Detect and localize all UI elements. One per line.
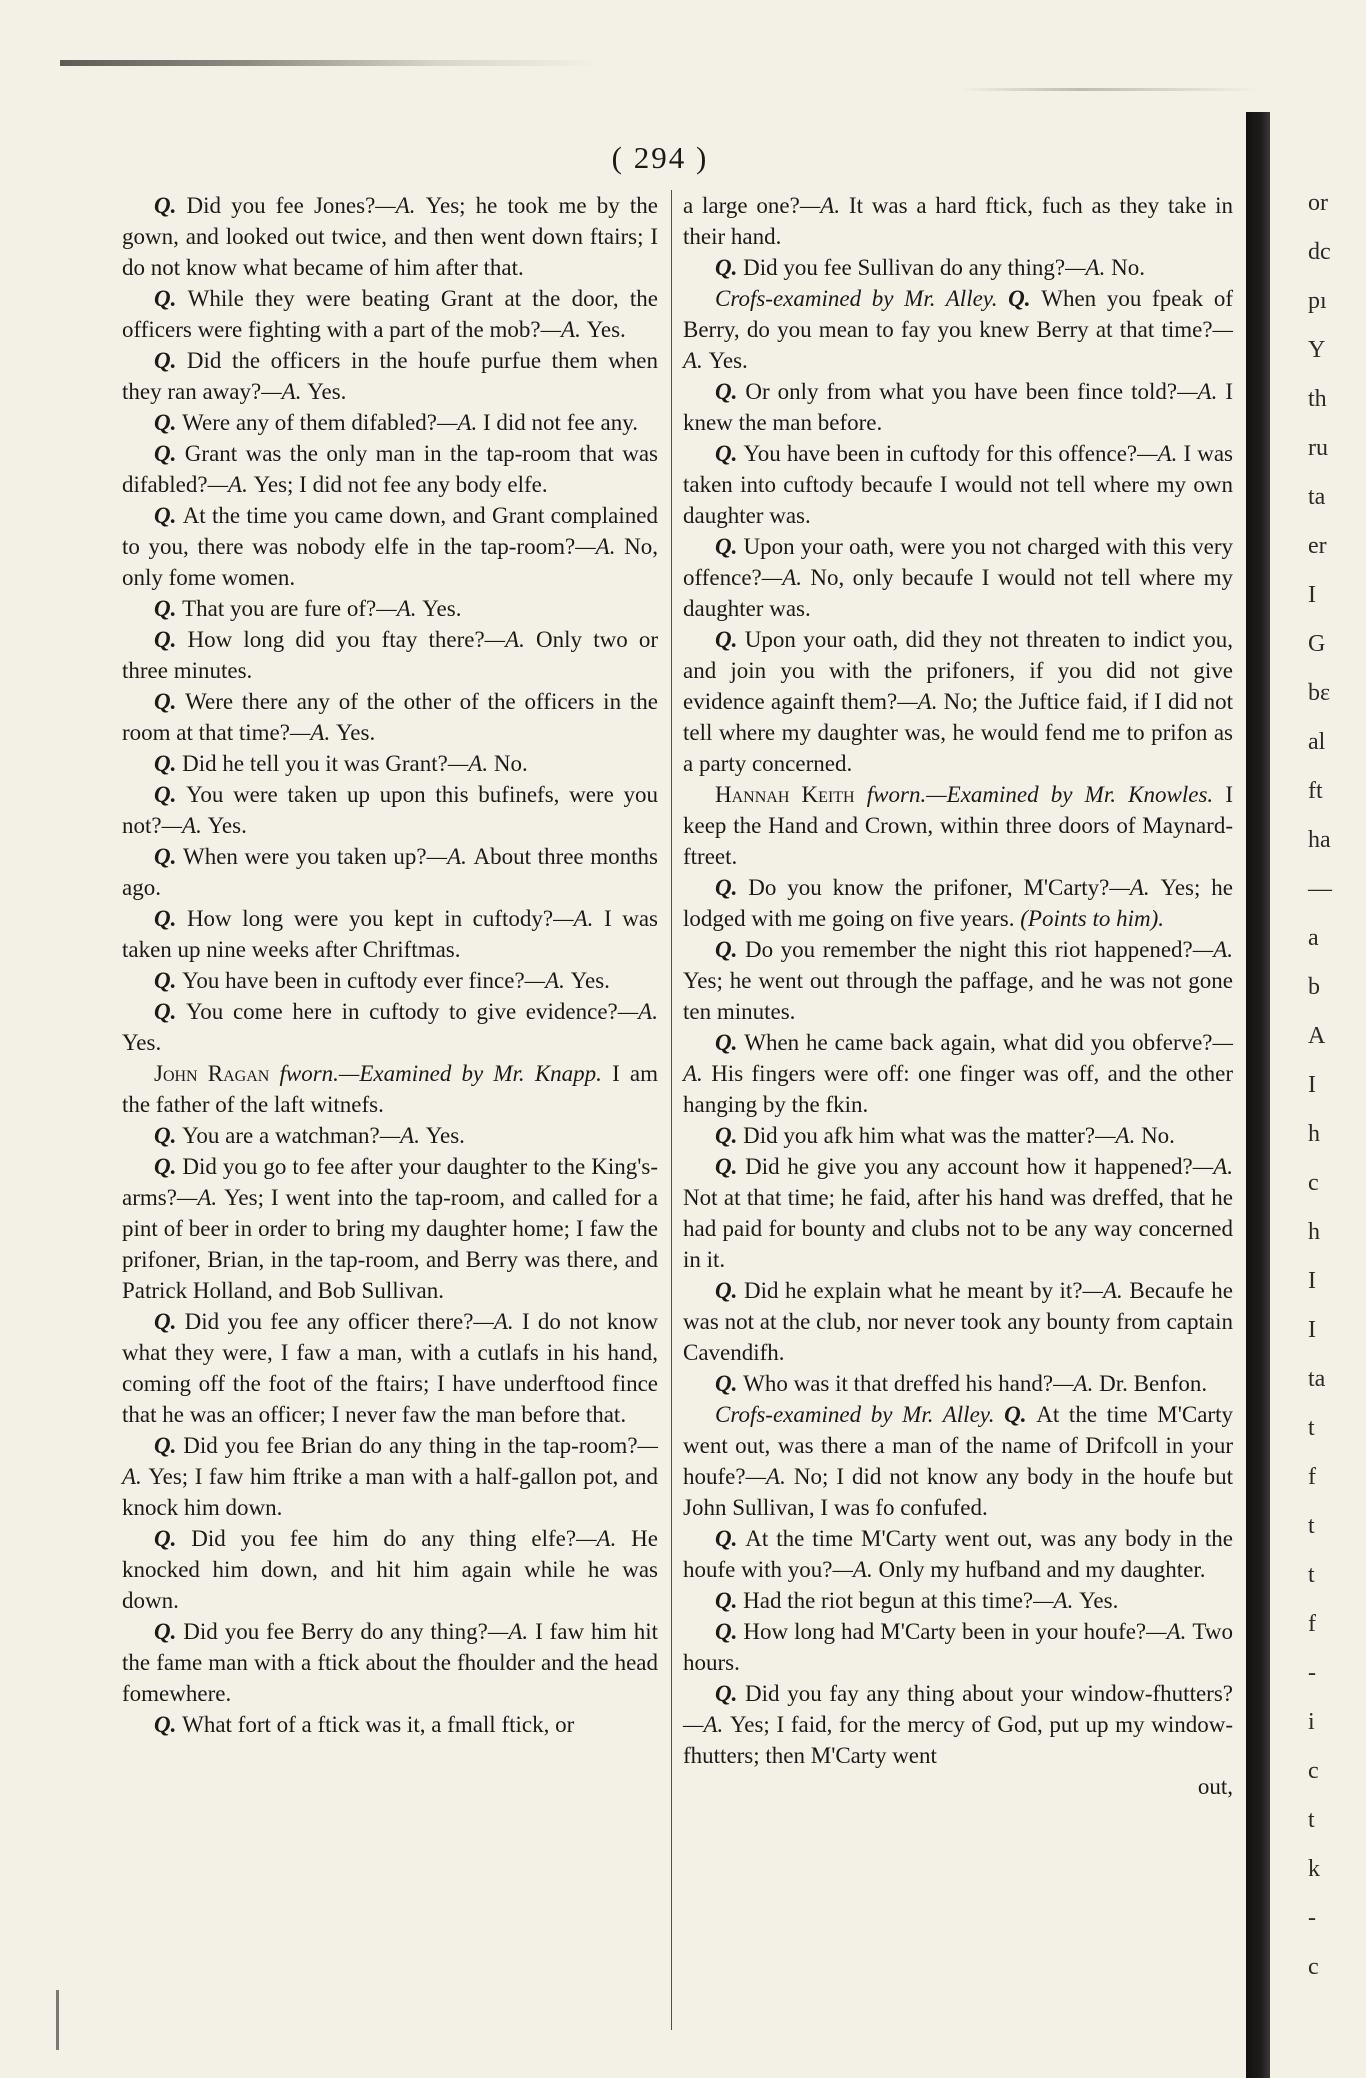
answer-text: No. <box>493 751 528 776</box>
margin-fragment: G <box>1308 631 1326 657</box>
answer-text: Yes; I faid, for the mercy of God, put up my window-fhutters; then M'Carty went <box>683 1712 1234 1768</box>
question-text: Did he tell you it was Grant? <box>182 751 448 776</box>
answer-text: No, only fome women. <box>122 534 658 590</box>
text-paragraph: Q. Did you fee Jones?—A. Yes; he took me by the gown, and looked out twice, and then went down ftairs; I do not know what became of him after that. <box>122 193 658 280</box>
answer-text: Only my hufband and my daughter. <box>878 1557 1206 1582</box>
answer-text: I was taken up nine weeks after Chriftmas. <box>122 906 658 962</box>
margin-fragment: ft <box>1308 778 1323 804</box>
question-text: While they were beating Grant at the door, the officers were fighting with a part of the mob? <box>122 286 658 342</box>
margin-fragment: - <box>1308 1905 1316 1931</box>
question-text: Grant was the only man in the tap-room that was difabled? <box>122 441 658 497</box>
facing-page-fragments <box>1308 190 1366 2030</box>
text-paragraph <box>122 1058 658 1120</box>
text-paragraph: Q. Did he give you any account how it happened?—A. Not at that time; he faid, after his hand was dreffed, that he had paid for bounty and clubs not to be any way concerned in it. <box>683 1154 1233 1272</box>
answer-text: I faw him hit the fame man with a ftick about the fhoulder and the head fomewhere. <box>122 1619 658 1706</box>
cross-examination-label: Crofs-examined by Mr. Alley. <box>715 1402 995 1427</box>
margin-fragment: Y <box>1308 337 1326 363</box>
margin-fragment: ta <box>1308 484 1326 510</box>
margin-fragment: t <box>1308 1562 1315 1588</box>
question-text: You come here in cuftody to give evidence? <box>186 999 618 1024</box>
question-text: Did you afk him what was the matter? <box>743 1123 1096 1148</box>
question-text: Did you fee any officer there? <box>184 1309 474 1334</box>
text-paragraph: Q. How long did you ftay there?—A. Only two or three minutes. <box>122 627 658 683</box>
text-paragraph: Q. Grant was the only man in the tap-room that was difabled?—A. Yes; I did not fee any body elfe. <box>122 441 658 497</box>
margin-fragment: t <box>1308 1415 1315 1441</box>
question-text: You have been in cuftody for this offence? <box>743 441 1138 466</box>
text-paragraph: Q. How long had M'Carty been in your houfe?—A. Two hours. <box>683 1619 1233 1675</box>
question-text: How long had M'Carty been in your houfe? <box>743 1619 1147 1644</box>
answer-text: About three months ago. <box>122 844 659 900</box>
margin-fragment: i <box>1308 1709 1315 1735</box>
text-paragraph: Crofs-examined by Mr. Alley. Q. At the time M'Carty went out, was there a man of the name of Drifcoll in your houfe?—A. No; I did not know any body in the houfe but John Sullivan, I was fo confufed. <box>683 1402 1233 1520</box>
answer-text: Two hours. <box>683 1619 1233 1675</box>
answer-text: It was a hard ftick, fuch as they take in their hand. <box>683 193 1233 249</box>
text-paragraph: Q. Upon your oath, did they not threaten to indict you, and join you with the prifoners, if you did not give evidence againft them?—A. No; the Juftice faid, if I did not tell where my daughter was, he would fend me to prifon as a party concerned. <box>683 627 1234 776</box>
margin-fragment: — <box>1308 876 1332 902</box>
question-text: Or only from what you have been fince told? <box>745 379 1178 404</box>
text-paragraph: Q. Were there any of the other of the officers in the room at that time?—A. Yes. <box>122 689 658 745</box>
question-text: Do you know the prifoner, M'Carty? <box>748 875 1110 900</box>
answer-text: I do not know what they were, I faw a man, with a cutlafs in his hand, coming off the foot of the ftairs; I have underftood fince that he was an officer; I never faw the man before that. <box>122 1309 658 1427</box>
text-paragraph: Q. You have been in cuftody for this offence?—A. I was taken into cuftody becaufe I would not tell where my own daughter was. <box>683 441 1233 528</box>
margin-fragment: ta <box>1308 1366 1326 1392</box>
answer-text: No; I did not know any body in the houfe but John Sullivan, I was fo confufed. <box>683 1464 1233 1520</box>
margin-fragment: ru <box>1308 435 1328 461</box>
question-text: When were you taken up? <box>183 844 427 869</box>
sworn-label: fworn.—Examined by Mr. Knapp. <box>279 1061 602 1086</box>
answer-text: Yes. <box>708 348 748 373</box>
answer-text: Yes; I faw him ftrike a man with a half-gallon pot, and knock him down. <box>122 1464 658 1520</box>
answer-text: Yes. <box>122 1030 162 1055</box>
question-text: At the time M'Carty went out, was any body in the houfe with you? <box>683 1526 1233 1582</box>
question-text: Did you fee Brian do any thing in the tap-room? <box>183 1433 638 1458</box>
question-text: Did you go to fee after your daughter to the King's-arms? <box>122 1154 658 1210</box>
answer-text: Yes; he went out through the paffage, and he was not gone ten minutes. <box>683 968 1233 1024</box>
answer-text: Dr. Benfon. <box>1099 1371 1208 1396</box>
sworn-label: fworn.—Examined by Mr. Knowles. <box>866 782 1214 807</box>
text-paragraph: Q. Did you fee any officer there?—A. I do not know what they were, I faw a man, with a cutlafs in his hand, coming off the foot of the ftairs; I have underftood fince that he was an officer; I never faw the man before that. <box>122 1309 658 1427</box>
question-text: Had the riot begun at this time? <box>743 1588 1034 1613</box>
question-text: Did he explain what he meant by it? <box>743 1278 1083 1303</box>
question-text: Did you fee Jones? <box>186 193 376 218</box>
text-paragraph: Q. At the time you came down, and Grant complained to you, there was nobody elfe in the tap-room?—A. No, only fome women. <box>122 503 658 590</box>
answer-text: He knocked him down, and hit him again while he was down. <box>122 1526 658 1613</box>
page-number: ( 294 ) <box>611 140 709 175</box>
question-text: Did you fee Sullivan do any thing? <box>743 255 1066 280</box>
margin-fragment: t <box>1308 1513 1315 1539</box>
question-text: Upon your oath, were you not charged with this very offence? <box>683 534 1233 590</box>
margin-fragment: pı <box>1308 288 1327 314</box>
margin-fragment: f <box>1308 1611 1316 1637</box>
answer-text: Yes. <box>570 968 610 993</box>
cross-examination-label: Crofs-examined by Mr. Alley. <box>715 286 998 311</box>
left-column <box>122 190 658 1740</box>
text-paragraph: Q. Did the officers in the houfe purfue them when they ran away?—A. Yes. <box>122 348 658 404</box>
text-paragraph: Q. That you are fure of?—A. Yes. <box>154 596 462 621</box>
answer-text: Yes; he lodged with me going on five years. <box>683 875 1233 931</box>
question-text: Did you fay any thing about your window-fhutters? <box>745 1681 1233 1706</box>
margin-fragment: h <box>1308 1121 1320 1147</box>
margin-fragment: I <box>1308 582 1316 608</box>
witness-statement: I keep the Hand and Crown, within three doors of Maynard-ftreet. <box>683 782 1233 869</box>
text-paragraph: Q. Did you fay any thing about your window-fhutters?—A. Yes; I faid, for the mercy of God, put up my window-fhutters; then M'Carty went <box>683 1681 1234 1768</box>
question-text: At the time you came down, and Grant complained to you, there was nobody elfe in the tap-room? <box>122 503 658 559</box>
answer-text: Yes. <box>1079 1588 1119 1613</box>
margin-fragment: I <box>1308 1072 1316 1098</box>
question-text: When he came back again, what did you obferve? <box>744 1030 1213 1055</box>
text-paragraph: Q. Did he explain what he meant by it?—A. Becaufe he was not at the club, nor never took any bounty from captain Cavendifh. <box>683 1278 1233 1365</box>
text-paragraph: Q. While they were beating Grant at the door, the officers were fighting with a part of the mob?—A. Yes. <box>122 286 658 342</box>
question-text: Were any of them difabled? <box>182 410 437 435</box>
question-text: At the time M'Carty went out, was there a man of the name of Drifcoll in your houfe? <box>683 1402 1233 1489</box>
margin-fragment: c <box>1308 1954 1319 1980</box>
margin-fragment: h <box>1308 1219 1320 1245</box>
text-paragraph: Q. Upon your oath, were you not charged with this very offence?—A. No, only becaufe I would not tell where my daughter was. <box>683 534 1234 621</box>
catchword: out, <box>1197 1774 1233 1799</box>
margin-fragment: - <box>1308 1660 1316 1686</box>
margin-fragment: A <box>1308 1023 1326 1049</box>
margin-fragment: k <box>1308 1856 1320 1882</box>
margin-fragment: or <box>1308 190 1328 216</box>
question-text: How long were you kept in cuftody? <box>186 906 554 931</box>
answer-text: No. <box>1111 255 1145 280</box>
page-top-edge-mark <box>60 60 600 66</box>
text-paragraph: Q. When were you taken up?—A. About three months ago. <box>122 844 659 900</box>
question-text: Were there any of the other of the officers in the room at that time? <box>122 689 658 745</box>
question-text: When you fpeak of Berry, do you mean to fay you knew Berry at that time? <box>683 286 1233 342</box>
text-paragraph: Q. Did you fee Brian do any thing in the tap-room?—A. Yes; I faw him ftrike a man with a half-gallon pot, and knock him down. <box>122 1433 658 1520</box>
answer-text: Yes. <box>586 317 626 342</box>
margin-fragment: ha <box>1308 827 1331 853</box>
question-text: What fort of a ftick was it, a fmall ftick, or <box>182 1712 575 1737</box>
text-paragraph: Q. At the time M'Carty went out, was any body in the houfe with you?—A. Only my hufband and my daughter. <box>683 1526 1233 1582</box>
stage-note: (Points to him). <box>1020 906 1165 931</box>
text-paragraph: Q. What fort of a ftick was it, a fmall ftick, or <box>154 1712 575 1737</box>
question-text: Who was it that dreffed his hand? <box>743 1371 1054 1396</box>
margin-fragment: al <box>1308 729 1326 755</box>
text-paragraph: Q. Did you fee Sullivan do any thing?—A. No. <box>715 255 1145 280</box>
answer-text: Only two or three minutes. <box>122 627 658 683</box>
answer-text: Yes; I went into the tap-room, and called for a pint of beer in order to bring my daughter home; I faw the prifoner, Brian, in the tap-room, and Berry was there, and Patrick Holland, and Bob Sullivan. <box>122 1185 658 1303</box>
text-paragraph: Q. Or only from what you have been fince told?—A. I knew the man before. <box>683 379 1233 435</box>
answer-text: I did not fee any. <box>483 410 638 435</box>
margin-fragment: f <box>1308 1464 1316 1490</box>
text-paragraph: Q. How long were you kept in cuftody?—A. I was taken up nine weeks after Chriftmas. <box>122 906 658 962</box>
answer-text: Yes; he took me by the gown, and looked out twice, and then went down ftairs; I do not know what became of him after that. <box>122 193 658 280</box>
answer-text: Yes. <box>335 720 376 745</box>
answer-text: I was taken into cuftody becaufe I would not tell where my own daughter was. <box>683 441 1233 528</box>
column-divider <box>671 190 672 2030</box>
right-column <box>683 190 1233 1802</box>
continued-text: a large one? <box>683 193 800 218</box>
text-paragraph: Q. You were taken up upon this bufinefs, were you not?—A. Yes. <box>122 782 658 838</box>
text-paragraph <box>683 779 1233 872</box>
text-paragraph: Q. Did you fee him do any thing elfe?—A. He knocked him down, and hit him again while he was down. <box>122 1526 658 1613</box>
margin-fragment: a <box>1308 925 1319 951</box>
page-top-edge-mark <box>960 88 1260 91</box>
margin-fragment: t <box>1308 1807 1315 1833</box>
text-paragraph: Q. Were any of them difabled?—A. I did not fee any. <box>154 410 638 435</box>
text-paragraph: Q. You are a watchman?—A. Yes. <box>154 1123 465 1148</box>
question-text: Did you fee him do any thing elfe? <box>191 1526 577 1551</box>
margin-fragment: I <box>1308 1268 1316 1294</box>
question-text: You have been in cuftody ever fince? <box>182 968 525 993</box>
witness-name: Hannah Keith <box>715 782 855 807</box>
answer-text: His fingers were off: one finger was off, and the other hanging by the fkin. <box>683 1061 1233 1117</box>
margin-fragment: I <box>1308 1317 1316 1343</box>
question-text: Upon your oath, did they not threaten to indict you, and join you with the prifoners, if you did not give evidence againft them? <box>683 627 1233 714</box>
witness-name: John Ragan <box>154 1061 270 1086</box>
text-paragraph: Q. You come here in cuftody to give evidence?—A. Yes. <box>122 999 658 1055</box>
question-text: Did the officers in the houfe purfue them when they ran away? <box>122 348 658 404</box>
text-paragraph: Q. Do you know the prifoner, M'Carty?—A. Yes; he lodged with me going on five years. (Points to him). <box>683 875 1233 931</box>
question-text: Did you fee Berry do any thing? <box>183 1619 488 1644</box>
question-text: You were taken up upon this bufinefs, were you not? <box>122 782 658 838</box>
binding-edge-mark <box>56 1990 89 2050</box>
witness-statement: I am the father of the laft witnefs. <box>122 1061 658 1117</box>
answer-text: No, only becaufe I would not tell where my daughter was. <box>683 565 1234 621</box>
text-paragraph: Q. You have been in cuftody ever fince?—A. Yes. <box>154 968 610 993</box>
text-paragraph: Q. Did you afk him what was the matter?—A. No. <box>715 1123 1175 1148</box>
text-paragraph <box>683 1771 1233 1802</box>
text-paragraph: Q. Did you go to fee after your daughter to the King's-arms?—A. Yes; I went into the tap-room, and called for a pint of beer in order to bring my daughter home; I faw the prifoner, Brian, in the tap-room, and Berry was there, and Patrick Holland, and Bob Sullivan. <box>122 1154 658 1303</box>
question-text: That you are fure of? <box>182 596 377 621</box>
margin-fragment: er <box>1308 533 1327 559</box>
answer-text: Yes. <box>307 379 347 404</box>
question-text: Do you remember the night this riot happened? <box>744 937 1193 962</box>
text-paragraph: Q. Did he tell you it was Grant?—A. No. <box>154 751 528 776</box>
margin-fragment: dc <box>1308 239 1331 265</box>
answer-text: Yes. <box>422 596 462 621</box>
margin-fragment: c <box>1308 1170 1319 1196</box>
text-paragraph: Q. Did you fee Berry do any thing?—A. I faw him hit the fame man with a ftick about the fhoulder and the head fomewhere. <box>122 1619 658 1706</box>
answer-text: Not at that time; he faid, after his hand was dreffed, that he had paid for bounty and clubs not to be any way concerned in it. <box>683 1185 1233 1272</box>
answer-text: No; the Juftice faid, if I did not tell where my daughter was, he would fend me to prifon as a party concerned. <box>683 689 1234 776</box>
text-paragraph: Q. Do you remember the night this riot happened?—A. Yes; he went out through the paffage, and he was not gone ten minutes. <box>683 937 1233 1024</box>
answer-text: Yes; I did not fee any body elfe. <box>253 472 548 497</box>
margin-fragment: bε <box>1308 680 1331 706</box>
margin-fragment: c <box>1308 1758 1319 1784</box>
text-paragraph: Q. When he came back again, what did you obferve?—A. His fingers were off: one finger was off, and the other hanging by the fkin. <box>683 1030 1233 1117</box>
question-text: How long did you ftay there? <box>187 627 485 652</box>
margin-fragment: b <box>1308 974 1320 1000</box>
text-paragraph: a large one?—A. It was a hard ftick, fuch as they take in their hand. <box>683 193 1233 249</box>
binding-shadow <box>1246 112 1270 2078</box>
answer-text: Yes. <box>425 1123 465 1148</box>
answer-text: No. <box>1141 1123 1175 1148</box>
answer-text: Yes. <box>207 813 247 838</box>
margin-fragment: th <box>1308 386 1327 412</box>
question-text: You are a watchman? <box>182 1123 380 1148</box>
text-paragraph: Crofs-examined by Mr. Alley. Q. When you fpeak of Berry, do you mean to fay you knew Berry at that time?—A. Yes. <box>683 286 1233 373</box>
answer-text: Becaufe he was not at the club, nor never took any bounty from captain Cavendifh. <box>683 1278 1233 1365</box>
answer-text: I knew the man before. <box>683 379 1233 435</box>
question-text: Did he give you any account how it happened? <box>745 1154 1193 1179</box>
text-paragraph: Q. Had the riot begun at this time?—A. Yes. <box>715 1588 1119 1613</box>
text-paragraph: Q. Who was it that dreffed his hand?—A. Dr. Benfon. <box>715 1371 1208 1396</box>
